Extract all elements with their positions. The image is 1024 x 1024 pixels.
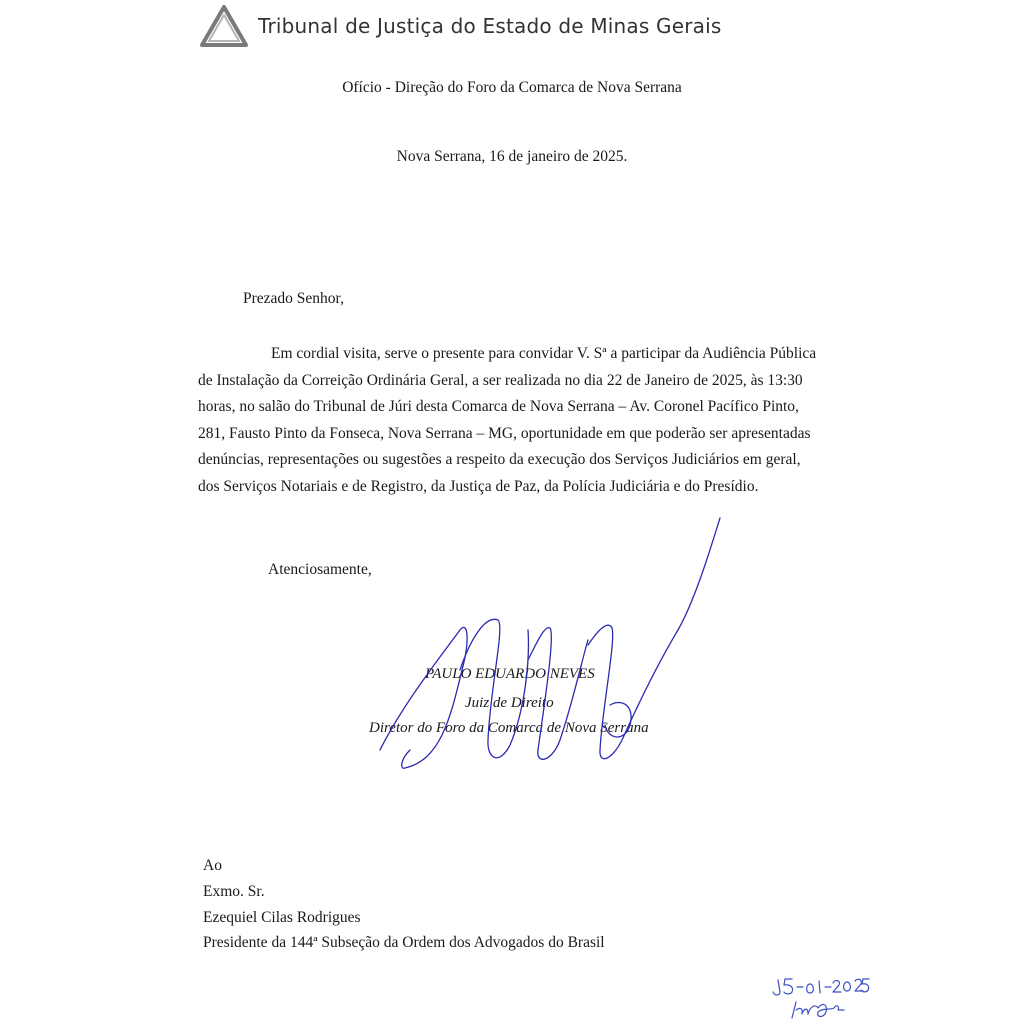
signatory-role: Diretor do Foro da Comarca de Nova Serrana <box>369 720 649 736</box>
letter-body <box>198 341 828 500</box>
addressee-name: Ezequiel Cilas Rodrigues <box>203 909 361 926</box>
body-line: horas, no salão do Tribunal de Júri desta Comarca de Nova Serrana – Av. Coronel Pacífico Pinto, <box>198 398 799 415</box>
received-date-handwriting <box>770 974 870 1022</box>
addressee-position: Presidente da 144ª Subseção da Ordem dos Advogados do Brasil <box>203 934 605 951</box>
triangle-logo-icon <box>200 5 248 47</box>
body-line: dos Serviços Notariais e de Registro, da Justiça de Paz, da Polícia Judiciária e do Presídio. <box>198 477 759 495</box>
body-line: Em cordial visita, serve o presente para convidar V. Sª a participar da Audiência Pública <box>271 345 817 362</box>
letterhead <box>200 4 722 48</box>
body-line: denúncias, representações ou sugestões a respeito da execução dos Serviços Judiciários em geral, <box>198 451 801 468</box>
addressee-line: Exmo. Sr. <box>203 883 265 900</box>
document-date: Nova Serrana, 16 de janeiro de 2025. <box>396 148 628 165</box>
salutation: Prezado Senhor, <box>243 290 344 307</box>
signatory-name: PAULO EDUARDO NEVES <box>425 666 595 682</box>
handwritten-signature <box>360 510 740 780</box>
addressee-line: Ao <box>203 857 222 874</box>
signatory-title: Juiz de Direito <box>465 695 554 711</box>
body-line: de Instalação da Correição Ordinária Geral, a ser realizada no dia 22 de Janeiro de 2025, às 13:30 <box>198 371 803 389</box>
organization-name: Tribunal de Justiça do Estado de Minas Gerais <box>258 14 722 38</box>
body-line: 281, Fausto Pinto da Fonseca, Nova Serrana – MG, oportunidade em que poderão ser apresentadas <box>198 424 811 442</box>
document-header: Ofício - Direção do Foro da Comarca de Nova Serrana <box>342 79 682 96</box>
closing: Atenciosamente, <box>268 561 372 578</box>
